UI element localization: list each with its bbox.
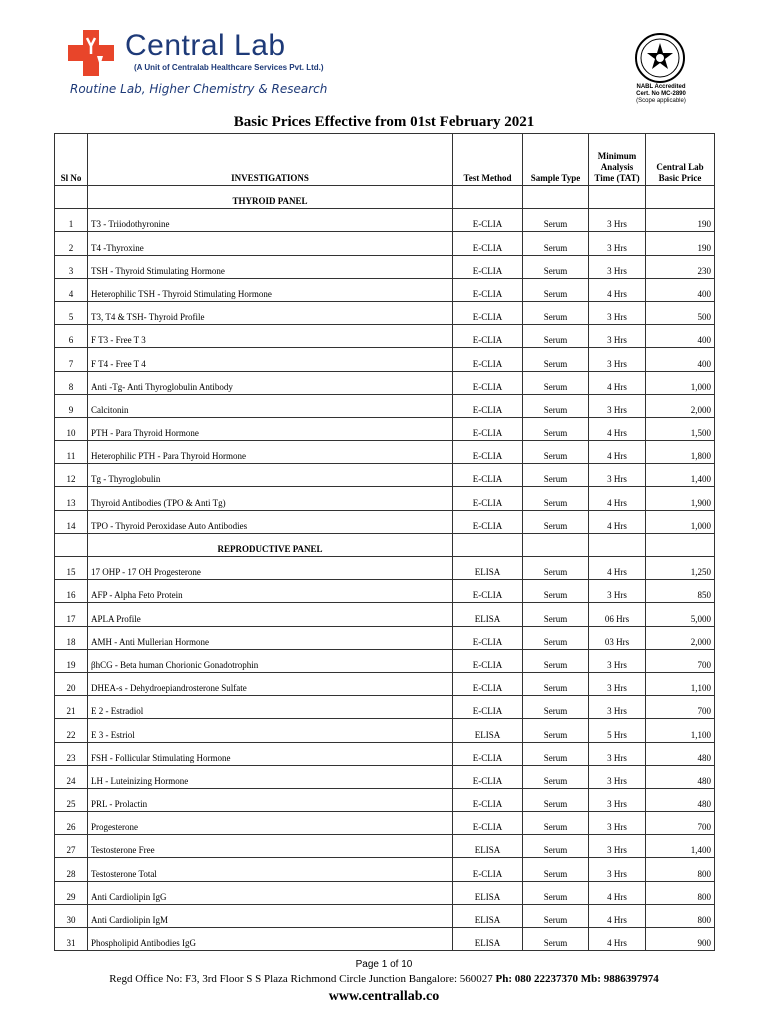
cell-sl: 11 bbox=[55, 441, 88, 464]
cell-sl: 8 bbox=[55, 371, 88, 394]
cell-method: ELISA bbox=[453, 904, 523, 927]
cell-sl: 15 bbox=[55, 557, 88, 580]
cell-method: E-CLIA bbox=[453, 788, 523, 811]
tat-header-line3: Time (TAT) bbox=[594, 173, 640, 183]
cell-sample: Serum bbox=[523, 696, 589, 719]
cell-method: E-CLIA bbox=[453, 348, 523, 371]
cell-tat: 3 Hrs bbox=[589, 301, 646, 324]
cell-investigation: LH - Luteinizing Hormone bbox=[88, 765, 453, 788]
cell-method: E-CLIA bbox=[453, 255, 523, 278]
cell-sl: 1 bbox=[55, 209, 88, 232]
cell-sl: 12 bbox=[55, 464, 88, 487]
table-row bbox=[55, 904, 715, 927]
cell-investigation: 17 OHP - 17 OH Progesterone bbox=[88, 557, 453, 580]
cell-tat: 4 Hrs bbox=[589, 904, 646, 927]
cell-sl: 26 bbox=[55, 812, 88, 835]
cell-method: E-CLIA bbox=[453, 417, 523, 440]
table-row bbox=[55, 394, 715, 417]
cell-price: 800 bbox=[646, 858, 715, 881]
cell-method: E-CLIA bbox=[453, 812, 523, 835]
cell-tat: 4 Hrs bbox=[589, 557, 646, 580]
cell-price: 400 bbox=[646, 348, 715, 371]
cell-investigation: Tg - Thyroglobulin bbox=[88, 464, 453, 487]
table-row bbox=[55, 928, 715, 951]
cell-sample: Serum bbox=[523, 510, 589, 533]
cell-price: 700 bbox=[646, 812, 715, 835]
cell-sl: 9 bbox=[55, 394, 88, 417]
cell-sl: 20 bbox=[55, 672, 88, 695]
cell-investigation: Calcitonin bbox=[88, 394, 453, 417]
table-row bbox=[55, 487, 715, 510]
cell-price: 2,000 bbox=[646, 626, 715, 649]
cell-sample: Serum bbox=[523, 232, 589, 255]
cell-sl: 18 bbox=[55, 626, 88, 649]
table-row bbox=[55, 672, 715, 695]
cell-tat: 3 Hrs bbox=[589, 788, 646, 811]
cell-investigation: PRL - Prolactin bbox=[88, 788, 453, 811]
cell-tat: 4 Hrs bbox=[589, 928, 646, 951]
cell-price: 1,900 bbox=[646, 487, 715, 510]
cell-method bbox=[453, 186, 523, 209]
cell-tat: 4 Hrs bbox=[589, 371, 646, 394]
cell-tat: 3 Hrs bbox=[589, 649, 646, 672]
page-header bbox=[0, 0, 768, 112]
cell-sample: Serum bbox=[523, 394, 589, 417]
cell-tat: 4 Hrs bbox=[589, 417, 646, 440]
cell-sl: 5 bbox=[55, 301, 88, 324]
cell-price: 480 bbox=[646, 742, 715, 765]
brand-unit: (A Unit of Centralab Healthcare Services Pvt. Ltd.) bbox=[134, 63, 324, 72]
cell-sample: Serum bbox=[523, 742, 589, 765]
cell-investigation: T3 - Triiodothyronine bbox=[88, 209, 453, 232]
table-row bbox=[55, 858, 715, 881]
cell-tat: 3 Hrs bbox=[589, 672, 646, 695]
cell-price: 700 bbox=[646, 696, 715, 719]
section-row bbox=[55, 186, 715, 209]
column-header-sl: Sl No bbox=[55, 134, 88, 186]
cell-investigation: DHEA-s - Dehydroepiandrosterone Sulfate bbox=[88, 672, 453, 695]
cell-investigation: Anti Cardiolipin IgG bbox=[88, 881, 453, 904]
cell-method: E-CLIA bbox=[453, 649, 523, 672]
cell-price: 190 bbox=[646, 209, 715, 232]
cell-investigation: E 3 - Estriol bbox=[88, 719, 453, 742]
cell-sample: Serum bbox=[523, 672, 589, 695]
cell-price: 5,000 bbox=[646, 603, 715, 626]
cell-sample: Serum bbox=[523, 603, 589, 626]
cell-price: 500 bbox=[646, 301, 715, 324]
cell-price: 400 bbox=[646, 325, 715, 348]
cell-method: E-CLIA bbox=[453, 301, 523, 324]
cell-sl: 2 bbox=[55, 232, 88, 255]
cell-price: 1,500 bbox=[646, 417, 715, 440]
cell-sample: Serum bbox=[523, 812, 589, 835]
cell-investigation: T4 -Thyroxine bbox=[88, 232, 453, 255]
cell-investigation: T3, T4 & TSH- Thyroid Profile bbox=[88, 301, 453, 324]
cell-price bbox=[646, 533, 715, 556]
cell-sl: 7 bbox=[55, 348, 88, 371]
cell-price: 800 bbox=[646, 881, 715, 904]
cell-sample: Serum bbox=[523, 719, 589, 742]
cell-sample: Serum bbox=[523, 626, 589, 649]
cell-method: E-CLIA bbox=[453, 672, 523, 695]
cell-investigation: Testosterone Free bbox=[88, 835, 453, 858]
cell-price: 1,800 bbox=[646, 441, 715, 464]
column-header-sample: Sample Type bbox=[523, 134, 589, 186]
table-row bbox=[55, 325, 715, 348]
column-header-tat bbox=[589, 134, 646, 186]
table-row bbox=[55, 881, 715, 904]
cell-method: E-CLIA bbox=[453, 371, 523, 394]
cell-sl: 22 bbox=[55, 719, 88, 742]
table-row bbox=[55, 209, 715, 232]
section-label: REPRODUCTIVE PANEL bbox=[88, 533, 453, 556]
cell-investigation: AFP - Alpha Feto Protein bbox=[88, 580, 453, 603]
cell-method: ELISA bbox=[453, 719, 523, 742]
table-row bbox=[55, 812, 715, 835]
tat-header-line1: Minimum bbox=[597, 151, 637, 161]
cell-investigation: βhCG - Beta human Chorionic Gonadotrophin bbox=[88, 649, 453, 672]
cell-method: E-CLIA bbox=[453, 510, 523, 533]
section-row bbox=[55, 533, 715, 556]
table-row bbox=[55, 417, 715, 440]
cell-sl: 16 bbox=[55, 580, 88, 603]
cell-price: 800 bbox=[646, 904, 715, 927]
cell-sl: 14 bbox=[55, 510, 88, 533]
cell-tat: 3 Hrs bbox=[589, 858, 646, 881]
nabl-seal-icon bbox=[628, 32, 692, 84]
cell-tat: 03 Hrs bbox=[589, 626, 646, 649]
cell-tat: 3 Hrs bbox=[589, 742, 646, 765]
column-header-investigations: INVESTIGATIONS bbox=[88, 134, 453, 186]
cell-investigation: Testosterone Total bbox=[88, 858, 453, 881]
cell-sl bbox=[55, 186, 88, 209]
cell-tat: 3 Hrs bbox=[589, 812, 646, 835]
cell-price: 1,100 bbox=[646, 672, 715, 695]
cell-tat: 3 Hrs bbox=[589, 696, 646, 719]
cell-method: ELISA bbox=[453, 835, 523, 858]
table-row bbox=[55, 232, 715, 255]
cell-tat: 3 Hrs bbox=[589, 765, 646, 788]
footer-address bbox=[0, 973, 768, 985]
cell-sample: Serum bbox=[523, 928, 589, 951]
cell-sl: 10 bbox=[55, 417, 88, 440]
cell-sample: Serum bbox=[523, 881, 589, 904]
cell-sl: 3 bbox=[55, 255, 88, 278]
cell-method: E-CLIA bbox=[453, 325, 523, 348]
cell-tat: 5 Hrs bbox=[589, 719, 646, 742]
cell-sample: Serum bbox=[523, 441, 589, 464]
cell-method: E-CLIA bbox=[453, 742, 523, 765]
phone-label: Ph: bbox=[495, 973, 513, 985]
cell-tat: 3 Hrs bbox=[589, 348, 646, 371]
cell-price: 400 bbox=[646, 278, 715, 301]
cell-sample: Serum bbox=[523, 417, 589, 440]
table-row bbox=[55, 580, 715, 603]
cell-investigation: Phospholipid Antibodies IgG bbox=[88, 928, 453, 951]
cell-method: E-CLIA bbox=[453, 464, 523, 487]
cell-price: 700 bbox=[646, 649, 715, 672]
table-row bbox=[55, 719, 715, 742]
table-row bbox=[55, 301, 715, 324]
cell-sample bbox=[523, 533, 589, 556]
cell-price: 900 bbox=[646, 928, 715, 951]
cell-tat bbox=[589, 186, 646, 209]
cell-price: 850 bbox=[646, 580, 715, 603]
cell-investigation: Progesterone bbox=[88, 812, 453, 835]
cell-method: E-CLIA bbox=[453, 232, 523, 255]
table-row bbox=[55, 649, 715, 672]
cell-sample: Serum bbox=[523, 765, 589, 788]
cell-tat: 3 Hrs bbox=[589, 255, 646, 278]
table-row bbox=[55, 255, 715, 278]
table-row bbox=[55, 835, 715, 858]
cell-tat: 4 Hrs bbox=[589, 278, 646, 301]
mobile-label: Mb: bbox=[580, 973, 601, 985]
cell-tat: 3 Hrs bbox=[589, 325, 646, 348]
cell-sample: Serum bbox=[523, 835, 589, 858]
table-row bbox=[55, 788, 715, 811]
cell-sl: 19 bbox=[55, 649, 88, 672]
cell-tat: 06 Hrs bbox=[589, 603, 646, 626]
table-header-row bbox=[55, 134, 715, 186]
cell-price: 480 bbox=[646, 765, 715, 788]
cell-sl: 21 bbox=[55, 696, 88, 719]
cell-investigation: FSH - Follicular Stimulating Hormone bbox=[88, 742, 453, 765]
cell-method bbox=[453, 533, 523, 556]
cell-sl: 25 bbox=[55, 788, 88, 811]
column-header-price bbox=[646, 134, 715, 186]
cell-method: E-CLIA bbox=[453, 441, 523, 464]
cell-sample: Serum bbox=[523, 580, 589, 603]
nabl-line-cert: Cert. No MC-2890 bbox=[636, 91, 686, 97]
document-title: Basic Prices Effective from 01st February 2021 bbox=[233, 114, 535, 130]
cell-tat: 3 Hrs bbox=[589, 464, 646, 487]
cell-sl: 4 bbox=[55, 278, 88, 301]
cell-investigation: Thyroid Antibodies (TPO & Anti Tg) bbox=[88, 487, 453, 510]
cell-price: 2,000 bbox=[646, 394, 715, 417]
cell-method: ELISA bbox=[453, 881, 523, 904]
cell-method: E-CLIA bbox=[453, 765, 523, 788]
cell-sl: 30 bbox=[55, 904, 88, 927]
price-header-line1: Central Lab bbox=[656, 162, 704, 172]
cell-method: E-CLIA bbox=[453, 278, 523, 301]
table-row bbox=[55, 742, 715, 765]
cell-investigation: Anti Cardiolipin IgM bbox=[88, 904, 453, 927]
nabl-accreditation bbox=[626, 84, 696, 105]
cell-investigation: F T3 - Free T 3 bbox=[88, 325, 453, 348]
table-row bbox=[55, 510, 715, 533]
cell-method: ELISA bbox=[453, 928, 523, 951]
cell-tat: 4 Hrs bbox=[589, 510, 646, 533]
cell-tat: 3 Hrs bbox=[589, 232, 646, 255]
address-text: Regd Office No: F3, 3rd Floor S S Plaza Richmond Circle Junction Bangalore: 560027 bbox=[109, 973, 493, 985]
cell-sample: Serum bbox=[523, 255, 589, 278]
table-row bbox=[55, 441, 715, 464]
cell-tat: 3 Hrs bbox=[589, 580, 646, 603]
mobile-number: 9886397974 bbox=[603, 973, 659, 985]
central-lab-logo-icon bbox=[68, 30, 114, 76]
column-header-method: Test Method bbox=[453, 134, 523, 186]
cell-method: E-CLIA bbox=[453, 696, 523, 719]
cell-tat bbox=[589, 533, 646, 556]
cell-sample: Serum bbox=[523, 487, 589, 510]
table-row bbox=[55, 603, 715, 626]
cell-investigation: TSH - Thyroid Stimulating Hormone bbox=[88, 255, 453, 278]
cell-investigation: Heterophilic PTH - Para Thyroid Hormone bbox=[88, 441, 453, 464]
table-row bbox=[55, 765, 715, 788]
cell-tat: 3 Hrs bbox=[589, 835, 646, 858]
cell-sample: Serum bbox=[523, 278, 589, 301]
cell-sample: Serum bbox=[523, 348, 589, 371]
cell-sample: Serum bbox=[523, 325, 589, 348]
cell-sample: Serum bbox=[523, 209, 589, 232]
cell-sample: Serum bbox=[523, 904, 589, 927]
cell-sample: Serum bbox=[523, 464, 589, 487]
nabl-line-accredited: NABL Accredited bbox=[636, 84, 686, 90]
tat-header-line2: Analysis bbox=[600, 162, 634, 172]
cell-investigation: APLA Profile bbox=[88, 603, 453, 626]
table-row bbox=[55, 371, 715, 394]
cell-investigation: AMH - Anti Mullerian Hormone bbox=[88, 626, 453, 649]
cell-price: 1,100 bbox=[646, 719, 715, 742]
cell-sample: Serum bbox=[523, 301, 589, 324]
cell-price bbox=[646, 186, 715, 209]
cell-method: E-CLIA bbox=[453, 487, 523, 510]
cell-tat: 3 Hrs bbox=[589, 394, 646, 417]
price-header-line2: Basic Price bbox=[658, 173, 702, 183]
cell-method: E-CLIA bbox=[453, 858, 523, 881]
brand-name: Central Lab bbox=[125, 29, 286, 62]
table-row bbox=[55, 696, 715, 719]
cell-price: 1,400 bbox=[646, 835, 715, 858]
cell-method: E-CLIA bbox=[453, 209, 523, 232]
section-label: THYROID PANEL bbox=[88, 186, 453, 209]
table-row bbox=[55, 557, 715, 580]
brand-tagline: Routine Lab, Higher Chemistry & Research bbox=[70, 82, 328, 96]
phone-number: 080 22237370 bbox=[514, 973, 579, 985]
cell-investigation: Heterophilic TSH - Thyroid Stimulating Hormone bbox=[88, 278, 453, 301]
cell-sl: 13 bbox=[55, 487, 88, 510]
cell-sl: 6 bbox=[55, 325, 88, 348]
cell-sl bbox=[55, 533, 88, 556]
cell-sample: Serum bbox=[523, 788, 589, 811]
cell-price: 1,000 bbox=[646, 510, 715, 533]
cell-price: 1,000 bbox=[646, 371, 715, 394]
cell-investigation: E 2 - Estradiol bbox=[88, 696, 453, 719]
cell-price: 1,400 bbox=[646, 464, 715, 487]
cell-tat: 4 Hrs bbox=[589, 881, 646, 904]
cell-investigation: F T4 - Free T 4 bbox=[88, 348, 453, 371]
nabl-line-scope: (Scope applicable) bbox=[636, 98, 686, 104]
cell-sl: 28 bbox=[55, 858, 88, 881]
cell-investigation: PTH - Para Thyroid Hormone bbox=[88, 417, 453, 440]
page-number: Page 1 of 10 bbox=[355, 959, 413, 970]
cell-sample: Serum bbox=[523, 371, 589, 394]
cell-sl: 24 bbox=[55, 765, 88, 788]
cell-method: ELISA bbox=[453, 557, 523, 580]
table-row bbox=[55, 348, 715, 371]
cell-investigation: Anti -Tg- Anti Thyroglobulin Antibody bbox=[88, 371, 453, 394]
cell-method: E-CLIA bbox=[453, 394, 523, 417]
cell-sl: 29 bbox=[55, 881, 88, 904]
cell-tat: 4 Hrs bbox=[589, 487, 646, 510]
cell-sample: Serum bbox=[523, 557, 589, 580]
website-link[interactable]: www.centrallab.co bbox=[328, 989, 440, 1004]
cell-price: 480 bbox=[646, 788, 715, 811]
cell-sl: 27 bbox=[55, 835, 88, 858]
price-table bbox=[54, 133, 715, 951]
table-row bbox=[55, 278, 715, 301]
cell-method: ELISA bbox=[453, 603, 523, 626]
table-row bbox=[55, 626, 715, 649]
cell-price: 230 bbox=[646, 255, 715, 278]
cell-price: 1,250 bbox=[646, 557, 715, 580]
cell-sample: Serum bbox=[523, 858, 589, 881]
cell-sl: 23 bbox=[55, 742, 88, 765]
cell-price: 190 bbox=[646, 232, 715, 255]
cell-sample bbox=[523, 186, 589, 209]
table-row bbox=[55, 464, 715, 487]
table-body bbox=[55, 186, 715, 951]
cell-method: E-CLIA bbox=[453, 580, 523, 603]
cell-sample: Serum bbox=[523, 649, 589, 672]
cell-investigation: TPO - Thyroid Peroxidase Auto Antibodies bbox=[88, 510, 453, 533]
cell-tat: 3 Hrs bbox=[589, 209, 646, 232]
cell-tat: 4 Hrs bbox=[589, 441, 646, 464]
cell-sl: 17 bbox=[55, 603, 88, 626]
cell-sl: 31 bbox=[55, 928, 88, 951]
cell-method: E-CLIA bbox=[453, 626, 523, 649]
